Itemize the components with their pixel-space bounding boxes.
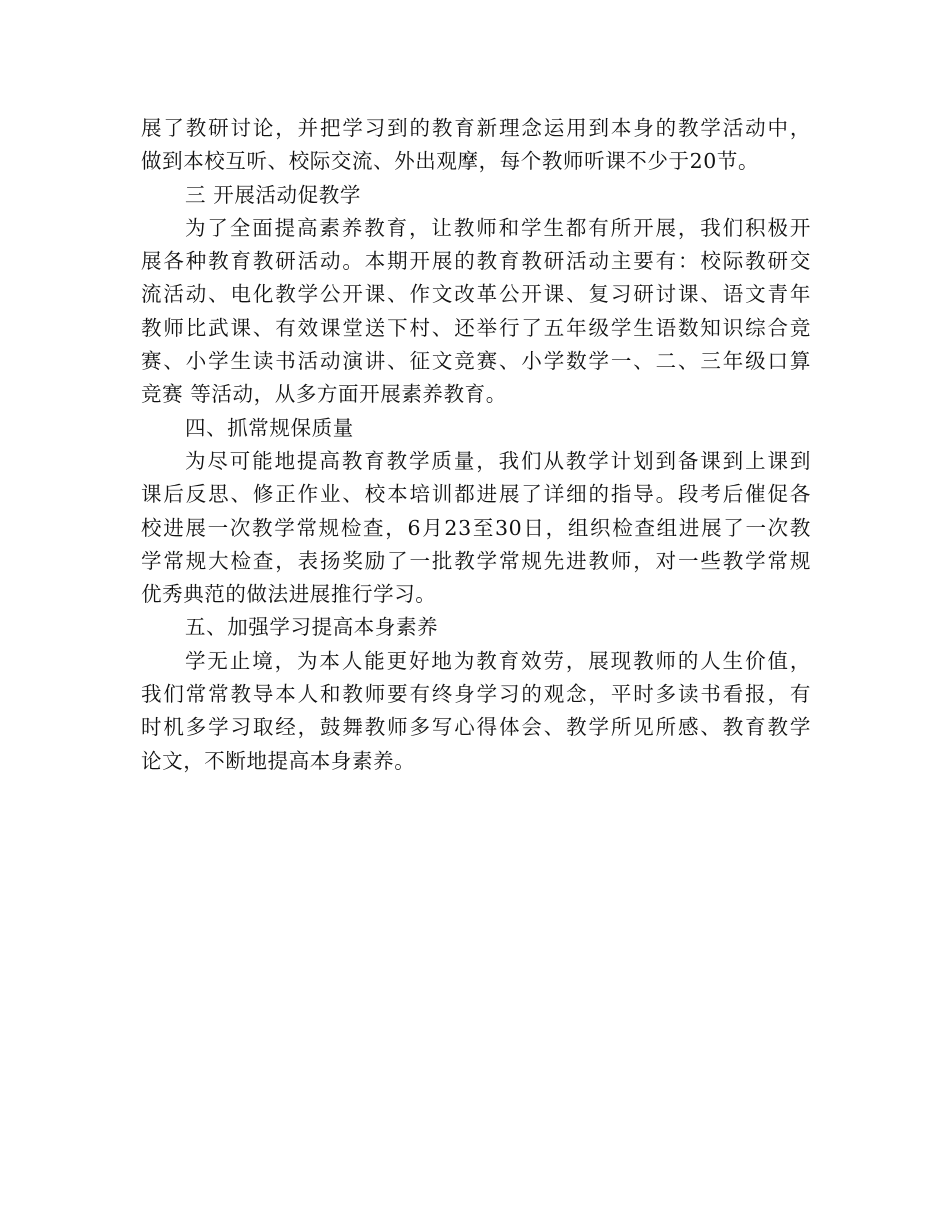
- text-line: 展各种教育教研活动。本期开展的教育教研活动主要有：校际教研交: [141, 249, 811, 274]
- document-body: [141, 112, 811, 778]
- text-line: 校进展一次教学常规检查，6月23至30日，组织检查组进展了一次教: [141, 515, 811, 540]
- text-line: 学常规大检查，表扬奖励了一批教学常规先进教师，对一些教学常规: [141, 548, 811, 573]
- text-line: 时机多学习取经，鼓舞教师多写心得体会、教学所见所感、教育教学: [141, 715, 811, 740]
- section-heading-5: 五、加强学习提高本身素养: [185, 615, 439, 640]
- section-heading-4: 四、抓常规保质量: [185, 415, 354, 440]
- text-line: 做到本校互听、校际交流、外出观摩，每个教师听课不少于20节。: [141, 149, 760, 174]
- section-heading-3: 三 开展活动促教学: [185, 182, 361, 207]
- text-line: 展了教研讨论，并把学习到的教育新理念运用到本身的教学活动中，: [141, 116, 811, 140]
- text-line: 流活动、电化教学公开课、作文改革公开课、复习研讨课、语文青年: [141, 282, 811, 307]
- text-line: 教师比武课、有效课堂送下村、还举行了五年级学生语数知识综合竞: [141, 315, 811, 340]
- text-line: 论文，不断地提高本身素养。: [141, 748, 416, 773]
- text-line: 竞赛 等活动，从多方面开展素养教育。: [141, 382, 507, 407]
- text-line: 我们常常教导本人和教师要有终身学习的观念，平时多读书看报，有: [141, 682, 811, 707]
- text-line: 课后反思、修正作业、校本培训都进展了详细的指导。段考后催促各: [141, 482, 811, 507]
- text-line: 优秀典范的做法进展推行学习。: [141, 582, 437, 607]
- text-line: 赛、小学生读书活动演讲、征文竞赛、小学数学一、二、三年级口算: [141, 349, 811, 374]
- text-line: 为了全面提高素养教育，让教师和学生都有所开展，我们积极开: [185, 215, 811, 240]
- text-line: 学无止境，为本人能更好地为教育效劳，展现教师的人生价值，: [185, 648, 811, 673]
- text-line: 为尽可能地提高教育教学质量，我们从教学计划到备课到上课到: [185, 448, 811, 473]
